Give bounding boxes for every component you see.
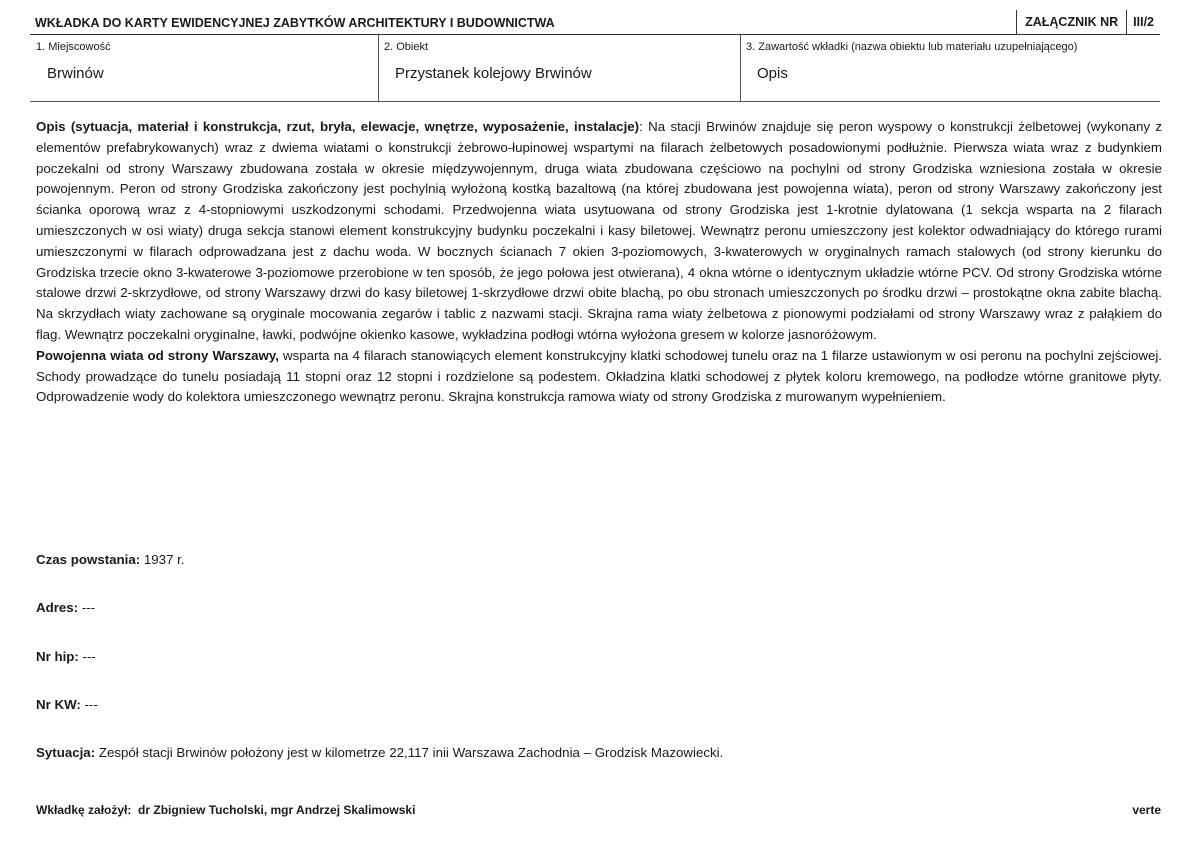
- item-value: ---: [80, 697, 98, 712]
- author-label: Wkładkę założył:: [36, 803, 132, 817]
- field-object: [378, 35, 741, 101]
- postwar-paragraph: [36, 346, 1162, 408]
- verte-label: verte: [1132, 803, 1161, 817]
- description-paragraph: [36, 117, 1162, 346]
- field-content-value: Opis: [757, 65, 788, 82]
- field-content: [740, 35, 1160, 101]
- postwar-text: wsparta na 4 filarach stanowiących element konstrukcyjny klatki schodowej tunelu oraz na 1 filarze ustawionym w osi peronu na pochylni zejściowej. Schody prowadzące do tunelu posiadają 11 stopni oraz 12 stopni i rozdzielone są podestem. Okładzina klatki schodowej z płytek koloru kremowego, na podłodze wtórne granitowe płyty. Odprowadzenie wody do kolektora umieszczonego wewnątrz peronu. Skrajna konstrukcja ramowa wiaty od strony Grodziska z murowanym wypełnieniem.: [36, 347, 1162, 405]
- item-value: ---: [78, 649, 96, 664]
- item-construction-date: [36, 552, 185, 567]
- author-names: dr Zbigniew Tucholski, mgr Andrzej Skalimowski: [138, 803, 416, 817]
- item-value: Zespół stacji Brwinów położony jest w kilometrze 22,117 inii Warszawa Zachodnia – Grodzisk Mazowiecki.: [95, 745, 724, 760]
- field-locality-value: Brwinów: [47, 65, 104, 82]
- item-label: Adres:: [36, 600, 79, 615]
- form-fields: [30, 35, 1160, 102]
- field-locality: [30, 35, 379, 101]
- item-mortgage: [36, 649, 96, 664]
- item-label: Nr hip:: [36, 649, 79, 664]
- description-section: [36, 117, 1162, 408]
- description-heading: Opis (sytuacja, materiał i konstrukcja, rzut, bryła, elewacje, wnętrze, wyposażenie, instalacje): [36, 119, 640, 134]
- form-title: WKŁADKA DO KARTY EWIDENCYJNEJ ZABYTKÓW ARCHITEKTURY I BUDOWNICTWA: [35, 16, 555, 30]
- attachment-label: ZAŁĄCZNIK NR: [1025, 15, 1119, 29]
- footer-author: [36, 803, 415, 817]
- field-content-label: 3. Zawartość wkładki (nazwa obiektu lub materiału uzupełniającego): [746, 41, 1078, 53]
- item-label: Sytuacja:: [36, 745, 96, 760]
- field-object-value: Przystanek kolejowy Brwinów: [395, 65, 592, 82]
- description-text: : Na stacji Brwinów znajduje się peron wyspowy o konstrukcji żelbetowej (wykonany z elementów prefabrykowanych) wraz z dwiema wiatami o konstrukcji żebrowo-łupinowej wspartymi na filarach żelbetowych posadowionymi podłużnie. Pierwsza wiata wraz z budynkiem poczekalni od strony Warszawy zbudowana została w okresie międzywojennym, druga wiata zbudowana częściowo na pochylni od strony Grodziska wzniesiona została w okresie powojennym. Peron od strony Grodziska zakończony jest pochylnią wyłożoną kostką bazaltową (na której zbudowana jest powojenna wiata), peron od strony Warszawy zakończony jest ścianka oporową wraz z 4-stopniowymi uszkodzonymi schodami. Przedwojenna wiata usytuowana od strony Grodziska jest 1-krotnie dylatowana (1 sekcja wsparta na 2 filarach umieszczonych w osi wiaty) druga sekcja stanowi element konstrukcyjny budynku poczekalni i kasy biletowej. Wewnątrz peronu umieszczony jest kolektor odwadniający do którego rurami umieszczonymi w filarach odprowadzana jest z dachu woda. W bocznych ścianach 7 okien 3-poziomowych, 3-kwaterowych w oryginalnych ramach stalowych (od strony kierunku do Grodziska trzecie okno 3-kwaterowe 3-poziomowe przerobione w ten sposób, że jego połowa jest otwierana), 4 okna wtórne o identycznym układzie wtórne PCV. Od strony Grodziska wtórne stalowe drzwi 2-skrzydłowe, od strony Warszawy drzwi do kasy biletowej 1-skrzydłowe drzwi obite blachą, po obu stronach umieszczonych po środku drzwi – prostokątne okna zabite blachą. Na skrzydłach wiaty zachowane są oryginale mocowania zegarów i tablic z nazwami stacji. Skrajna rama wiaty żelbetowa z pionowymi podziałami od strony Warszawy wraz z pałąkiem do flag. Wewnątrz poczekalni oryginalne, ławki, podwójne okienko kasowe, wykładzina podłogi wtórna wyłożona gresem w kolorze jasnoróżowym.: [36, 119, 1162, 342]
- field-object-label: 2. Obiekt: [384, 41, 429, 53]
- form-header: [30, 10, 1160, 35]
- field-locality-label: 1. Miejscowość: [36, 41, 111, 53]
- item-value: 1937 r.: [140, 552, 185, 567]
- item-label: Czas powstania:: [36, 552, 141, 567]
- item-land-register: [36, 697, 98, 712]
- item-value: ---: [78, 600, 96, 615]
- item-address: [36, 600, 95, 615]
- item-label: Nr KW:: [36, 697, 81, 712]
- item-situation: [36, 745, 723, 760]
- attachment-number: III/2: [1126, 10, 1160, 34]
- postwar-heading: Powojenna wiata od strony Warszawy,: [36, 347, 279, 363]
- attachment-box: [1016, 10, 1160, 34]
